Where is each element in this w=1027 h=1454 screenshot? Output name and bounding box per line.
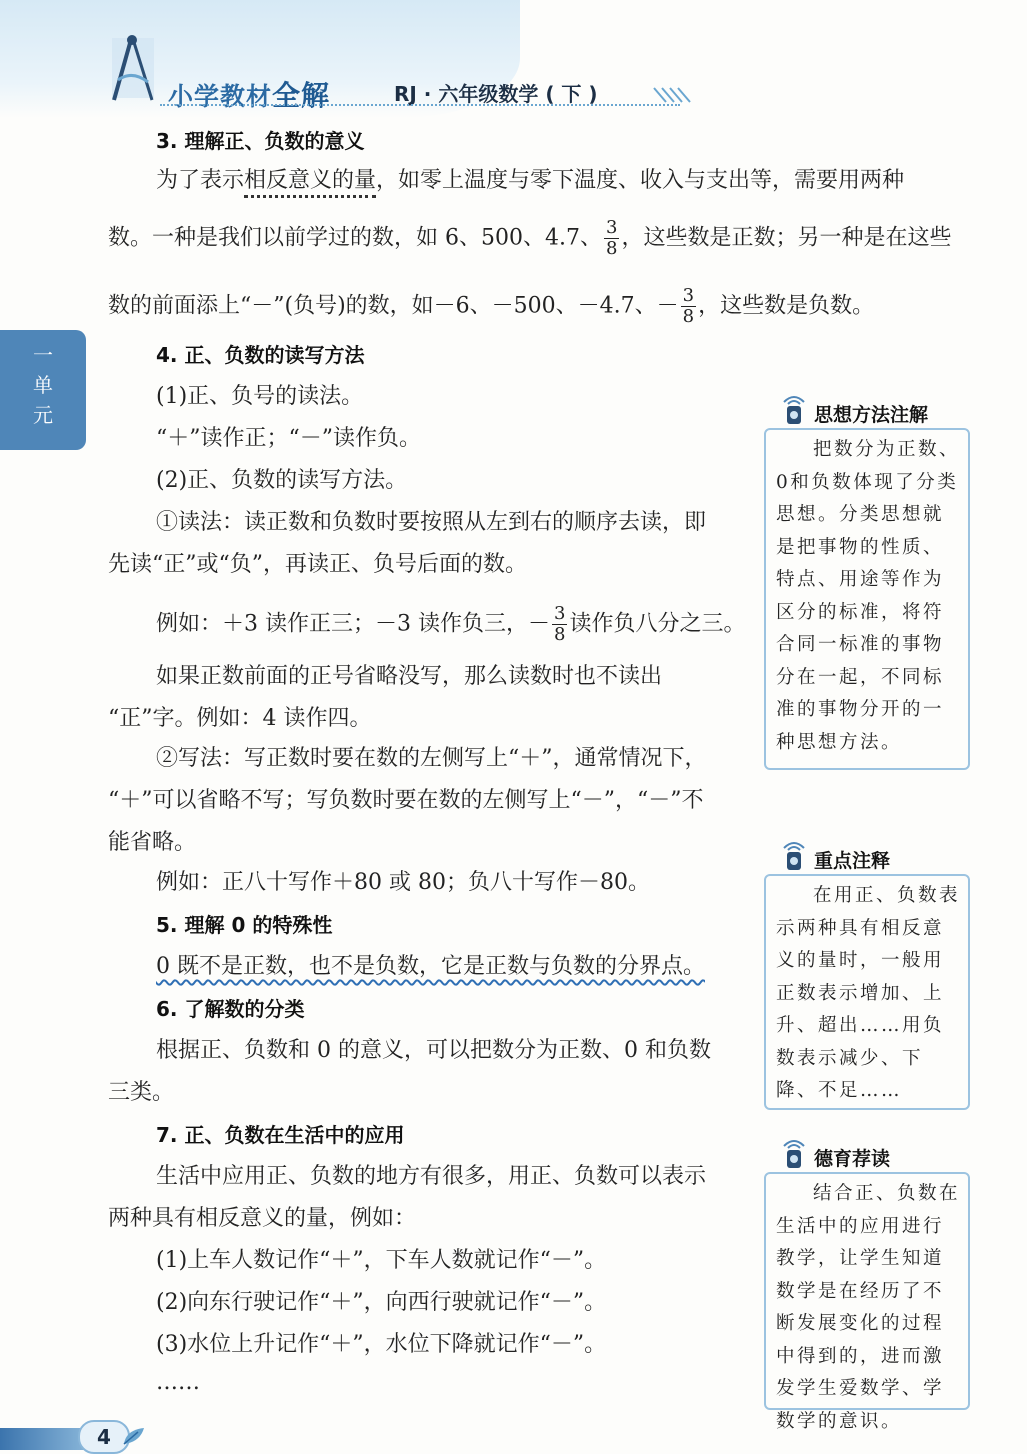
leaf-icon: [122, 1426, 146, 1446]
sec6-p1a: 根据正、负数和 0 的意义，可以把数分为正数、0 和负数: [156, 1038, 711, 1063]
header-divider: [160, 104, 680, 106]
box2-title: 重点注释: [814, 850, 891, 872]
sec7-p1a: 生活中应用正、负数的地方有很多，用正、负数可以表示: [156, 1164, 707, 1189]
sec4-p4b: 先读“正”或“负”，再读正、负号后面的数。: [108, 552, 527, 577]
unit-side-tab: 一 单 元: [0, 330, 86, 450]
sec4-p2: “＋”读作正；“－”读作负。: [156, 426, 421, 451]
speaker-icon: [780, 838, 808, 872]
box1-title: 思想方法注解: [814, 404, 929, 426]
sec4-p4a: ①读法：读正数和负数时要按照从左到右的顺序去读，即: [156, 510, 707, 535]
footer-bar: [0, 1428, 90, 1450]
sec3-line-3: 数的前面添上“－”(负号)的数，如－6、－500、－4.7、－ $\frac{3}{8}$ ，这些数是负数。: [108, 285, 875, 327]
section-3-heading: 3. 理解正、负数的意义: [156, 129, 365, 153]
sec7-item-3: (3)水位上升记作“＋”，水位下降就记作“－”。: [156, 1332, 607, 1357]
box3-title: 德育荐读: [814, 1148, 891, 1170]
box2-text: 在用正、负数表示两种具有相反意义的量时，一般用正数表示增加、上升、超出……用负数表示减少、下降、不足……: [776, 885, 961, 1101]
sec4-p7b: “＋”可以省略不写；写负数时要在数的左侧写上“－”，“－”不: [108, 788, 704, 813]
speaker-icon: [780, 1136, 808, 1170]
sec4-p5: 例如：＋3 读作正三；－3 读作负三，－ $\frac{3}{8}$ 读作负八分之三。: [156, 603, 746, 645]
sec3-line-1: 为了表示相反意义的量，如零上温度与零下温度、收入与支出等，需要用两种: [156, 166, 904, 196]
box3-note: [764, 1172, 970, 1432]
sec7-ellipsis: ……: [156, 1370, 200, 1395]
fraction: $\frac{3}{8}$: [682, 285, 695, 327]
sec4-p7a: ②写法：写正数时要在数的左侧写上“＋”，通常情况下，: [156, 746, 707, 771]
section-5-heading: 5. 理解 0 的特殊性: [156, 913, 333, 937]
sec3-line-2: 数。一种是我们以前学过的数，如 6、500、4.7、 $\frac{3}{8}$ ，这些数是正数；另一种是在这些: [108, 217, 952, 259]
sec4-p6b: “正”字。例如：4 读作四。: [108, 706, 372, 731]
sec7-item-1: (1)上车人数记作“＋”，下车人数就记作“－”。: [156, 1248, 607, 1273]
sec4-p7c: 能省略。: [108, 830, 197, 855]
sec5-p1: 0 既不是正数，也不是负数，它是正数与负数的分界点。: [156, 954, 705, 979]
fraction: $\frac{3}{8}$: [605, 217, 618, 259]
book-subtitle: RJ · 六年级数学 ( 下 ): [394, 82, 598, 106]
sec6-p1b: 三类。: [108, 1080, 175, 1105]
box2-note: [764, 874, 970, 1110]
sec7-item-2: (2)向东行驶记作“＋”，向西行驶就记作“－”。: [156, 1290, 607, 1315]
sec4-p3: (2)正、负数的读写方法。: [156, 468, 408, 493]
section-4-heading: 4. 正、负数的读写方法: [156, 343, 365, 367]
sec4-p1: (1)正、负号的读法。: [156, 384, 364, 409]
fraction: $\frac{3}{8}$: [553, 603, 566, 645]
page-number: 4: [78, 1420, 130, 1454]
sec7-p1b: 两种具有相反意义的量，例如：: [108, 1206, 417, 1231]
box1-note: [764, 428, 970, 770]
box1-text: 把数分为正数、0和负数体现了分类思想。分类思想就是把事物的性质、特点、用途等作为区分的标准，将符合同一标准的事物分在一起，不同标准的事物分开的一种思想方法。: [776, 439, 961, 753]
section-7-heading: 7. 正、负数在生活中的应用: [156, 1123, 405, 1147]
section-6-heading: 6. 了解数的分类: [156, 997, 305, 1021]
sec4-p6a: 如果正数前面的正号省略没写，那么读数时也不读出: [156, 664, 663, 689]
compass-icon: [104, 30, 160, 106]
box3-text: 结合正、负数在生活中的应用进行教学，让学生知道数学是在经历了不断发展变化的过程中得到的，进而激发学生爱数学、学数学的意识。: [776, 1183, 961, 1432]
hatch-decoration: [652, 86, 692, 104]
brand-title: 小学教材全解: [168, 79, 331, 112]
speaker-icon: [780, 392, 808, 426]
sec4-p8: 例如：正八十写作＋80 或 80；负八十写作－80。: [156, 870, 650, 895]
